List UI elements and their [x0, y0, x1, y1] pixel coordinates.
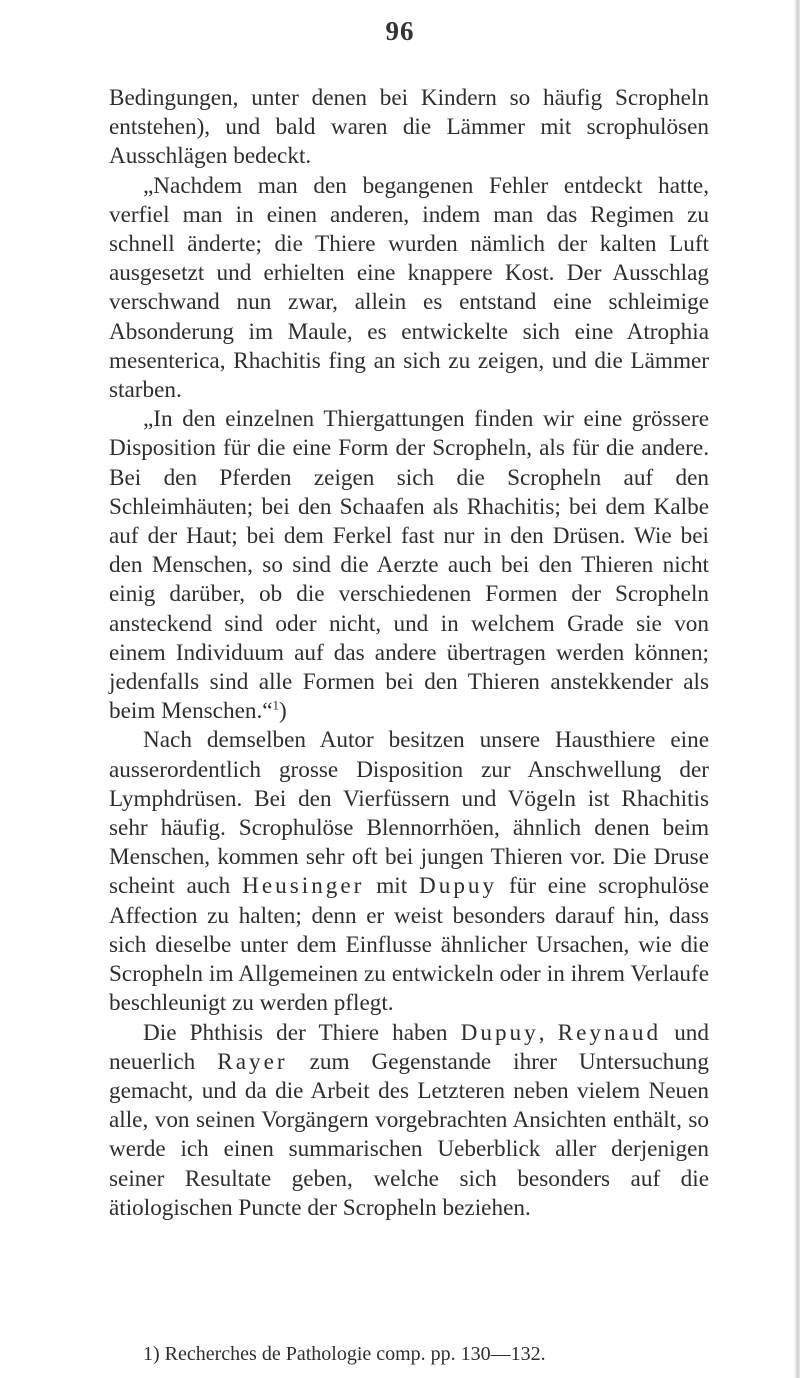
paragraph: [109, 84, 709, 172]
text-segment: Bedingungen, unter denen bei Kindern so häufig Scropheln entstehen), und bald waren die Lämmer mit scrophulösen Ausschlägen bedeckt.: [109, 85, 709, 170]
text-segment: zum Gegenstande ihrer Untersuchung gemacht, und da die Arbeit des Letzteren neben vielem Neuen alle, von seinen Vorgängern vorgebrachten Ansichten enthält, so werde ich einen summarischen Ueberblick aller derjenigen seiner Resultate geben, welche sich besonders auf die ätiologischen Puncte der Scropheln beziehen.: [109, 1048, 709, 1221]
text-segment: ,: [538, 1019, 558, 1046]
paragraph: [109, 726, 709, 1018]
text-segment: mit: [364, 873, 419, 900]
text-segment: „Nachdem man den begangenen Fehler entdeckt hatte, verfiel man in einen anderen, indem man das Regimen zu schnell änderte; die Thiere wurden nämlich der kalten Luft ausgesetzt und erhielten eine knappere Kost. Der Ausschlag verschwand nun zwar, allein es entstand eine schleimige Absonderung im Maule, es entwickelte sich eine Atrophia mesenterica, Rhachitis fing an sich zu zeigen, und die Lämmer starben.: [109, 172, 709, 404]
author-name: Rayer: [217, 1048, 288, 1075]
author-name: Dupuy: [419, 873, 498, 900]
text-segment: ): [279, 698, 287, 725]
author-name: Dupuy: [460, 1019, 539, 1046]
paragraph: [109, 405, 709, 726]
author-name: Heusinger: [242, 873, 365, 900]
author-name: Reynaud: [557, 1019, 662, 1046]
text-segment: Die Phthisis der Thiere haben: [143, 1019, 461, 1046]
page-edge-shadow: [794, 0, 800, 1378]
text-segment: für eine scrophulöse Affection zu halten; denn er weist besonders darauf hin, dass sich dieselbe unter dem Einflusse ähnlicher Ursachen, wie die Scropheln im Allgemeinen zu entwickeln oder in ihrem Verlaufe beschleunigt zu werden pflegt.: [109, 873, 710, 1017]
paragraph: [109, 1019, 709, 1223]
page-number: 96: [385, 16, 415, 46]
footnote-reference: 1: [272, 697, 280, 713]
text-segment: und neuerlich: [109, 1019, 709, 1075]
paragraph: [109, 172, 709, 406]
body-text: [109, 84, 709, 1223]
footnote: 1) Recherches de Pathologie comp. pp. 130—132.: [143, 1343, 546, 1365]
text-segment: „In den einzelnen Thiergattungen finden wir eine grössere Disposition für die eine Form der Scropheln, als für die andere. Bei den Pferden zeigen sich die Scropheln auf den Schleimhäuten; bei den Schaafen als Rhachitis; bei dem Kalbe auf der Haut; bei dem Ferkel fast nur in den Drüsen. Wie bei den Menschen, so sind die Aerzte auch bei den Thieren nicht einig darüber, ob die verschiedenen Formen der Scropheln ansteckend sind oder nicht, und in welchem Grade sie von einem Individuum auf das andere übertragen werden können; jedenfalls sind alle Formen bei den Thieren anstekkender als beim Menschen.“: [109, 406, 709, 725]
text-segment: Nach demselben Autor besitzen unsere Hausthiere eine ausserordentlich grosse Disposition zur Anschwellung der Lymphdrüsen. Bei den Vierfüssern und Vögeln ist Rhachitis sehr häufig. Scrophulöse Blennorrhöen, ähnlich denen beim Menschen, kommen sehr oft bei jungen Thieren vor. Die Druse scheint auch: [109, 727, 709, 900]
